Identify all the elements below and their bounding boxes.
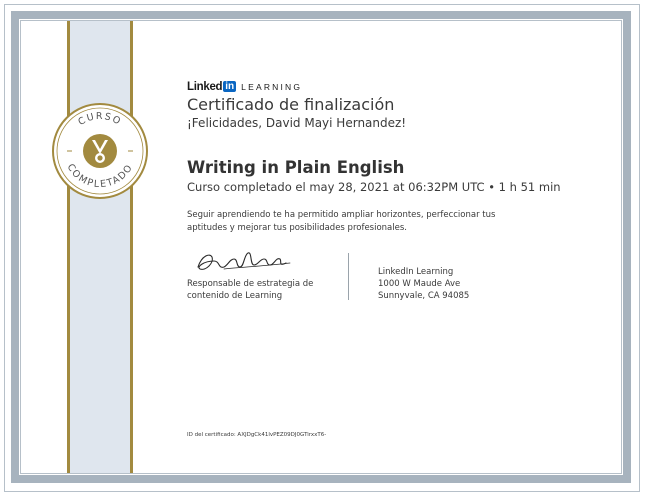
signer-role (187, 278, 337, 302)
medal-icon (83, 134, 117, 168)
completion-seal (51, 102, 149, 200)
side-ribbon (67, 21, 133, 473)
address-line-3: Sunnyvale, CA 94085 (378, 291, 470, 301)
signer-role-line-2: contenido de Learning (187, 291, 283, 301)
ribbon-gold-stripe-right (130, 21, 133, 473)
ribbon-gold-stripe-left (67, 21, 70, 473)
logo-in-badge: in (225, 81, 235, 92)
seal-top-text: CURSO (76, 110, 124, 128)
logo-linked-text: Linked (187, 80, 223, 93)
linkedin-learning-logo (187, 80, 302, 93)
signature-image (194, 247, 294, 277)
seal-bottom-text: COMPLETADO (64, 162, 136, 191)
message-line-1: Seguir aprendiendo te ha permitido ampliar horizontes, perfeccionar tus (187, 210, 496, 220)
congratulations-text: ¡Felicidades, David Mayi Hernandez! (187, 116, 407, 130)
company-address (378, 266, 469, 302)
completion-details: Curso completado el may 28, 2021 at 06:32PM UTC • 1 h 51 min (187, 180, 561, 194)
logo-learning-text: LEARNING (241, 81, 303, 92)
seal-graphic (51, 102, 149, 200)
address-line-2: 1000 W Maude Ave (378, 279, 461, 289)
encouragement-message (187, 209, 517, 234)
signer-role-line-1: Responsable de estrategia de (187, 279, 314, 289)
course-title: Writing in Plain English (187, 158, 405, 177)
vertical-divider (348, 253, 349, 300)
certificate-title: Certificado de finalización (187, 95, 395, 114)
address-line-1: LinkedIn Learning (378, 267, 454, 277)
certificate-id: ID del certificado: AXJDgCk41lvPEZ09DJ0GTirxxT6- (187, 432, 327, 438)
message-line-2: aptitudes y mejorar tus posibilidades profesionales. (187, 222, 407, 233)
